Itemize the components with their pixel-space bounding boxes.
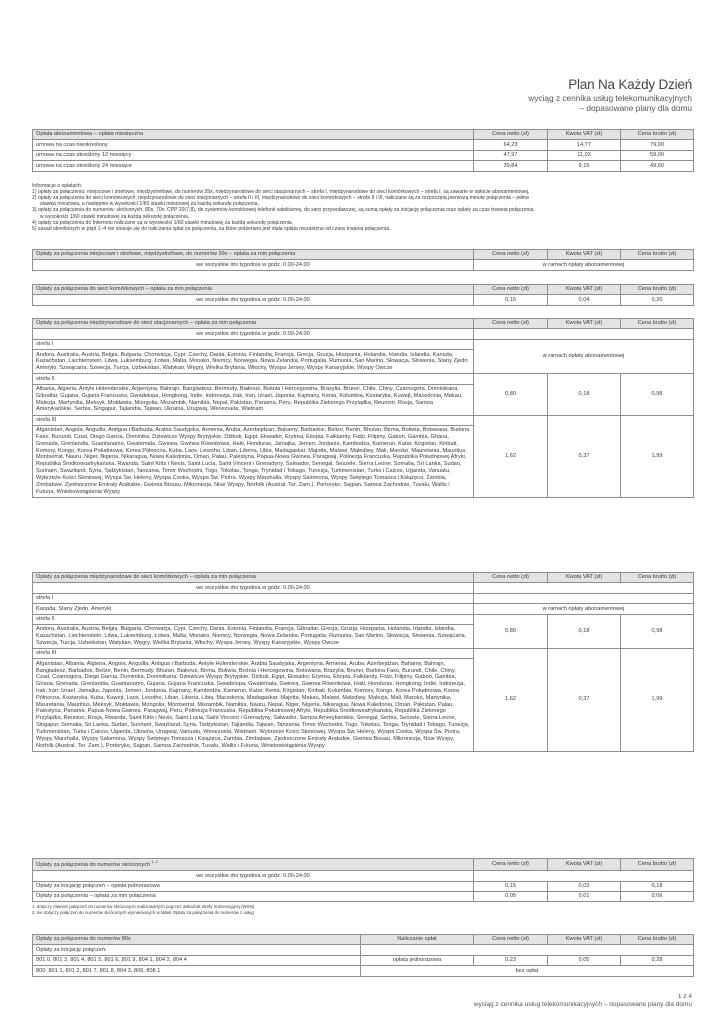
table-row [33,161,694,171]
table-row [33,329,694,339]
row-label: Opłaty za połączenia – opłata za min połączenia [33,892,474,902]
price-vat: 0,18 [548,614,621,648]
table-row [33,140,694,150]
page-number: 1 z 4 [677,993,692,1000]
col-net: Cena netto (zł) [474,285,548,295]
price-gross: 0,98 [621,614,694,648]
col-gross: Cena brutto (zł) [621,250,694,260]
footnote: 1. dotyczy również połączeń do numerów skróconych realizowanych poprzez wskaźnik strefy numeracyjnej (WSN) [32,904,255,910]
price-vat: 0,37 [548,415,621,497]
zone-label: strefa I [33,339,474,349]
page-subtitle-2: – dopasowane plany dla domu [579,103,692,114]
zone-label-row [33,374,694,384]
zone-label-row [33,593,694,603]
zone-countries: Afganistan, Angola, Anguilla, Antigua i Barbuda, Arabia Saudyjska, Armenia, Aruba, Azerbejdżan, Bahamy, Barbados, Belize, Benin, Bhutan, Birma, Boliwia, Botswana, Burkina Faso, Burundi, Czad, Diego Garcia, Dominika, Dziewicze Wyspy Brytyjskie, Dżibuti, Egipt, Ekwador, Erytrea, Etiopia, Falklandy, Fidżi, Filipiny, Gabon, Gambia, Ghana, Grenada, Grenlandia, Guantanamo, Gwatemala, Gwinea, Gwinea Równikowa, Haiti, Honduras, Jamajka, Jemen, Jordania, Kambodża, Kamerun, Katar, Kirgistan, Kiribati, Komory, Kongo, Korea Południowa, Korea Północna, Kuba, Laos, Lesotho, Liban, Liberia, Libia, Madagaskar, Majotta, Malawi, Malediwy, Mali, Maroko, Mauretania, Mauritius, Montserrat, Nauru, Niger, Nigeria, Nikaragua, Nowa Kaledonia, Oman, Palau, Palestyna, Papua-Nowa Gwinea, Paragwaj, Polinezja Francuska, Republika Południowej Afryki, Republika Środkowoafrykańska, Rwanda, Saint Kitts i Nevis, Saint Lucia, Saint Vincent i Grenadyny, Salwador, Senegal, Seszele, Sierra Leone, Somalia, Sri Lanka, Sudan, Surinam, Swaziland, Syria, Tadżykistan, Tanzania, Timor Wschodni, Togo, Tokelau, Tonga, Trynidad i Tobago, Tunezja, Turkmenistan, Turks i Caicos, Uganda, Vanuatu, Wybrzeże Kości Słoniowej, Wyspa Św. Heleny, Wyspa Cooka, Wyspa Św. Piotra, Wyspy Marshalla, Wyspy Salomona, Wyspy Świętego Tomasza i Książęca, Zambia, Zimbabwe, Zjednoczone Emiraty Arabskie, Gwinea Bissau, Mikronezja, Niue Wyspy, Norfolk (Austral. Ter. Zam.), Portoryko, Sajpan, Samoa Zachodnie, Tuvalu, Wallis i Futuna, Wniebowstąpienia Wyspy [33,425,474,497]
page-subtitle-1: wyciąg z cennika usług telekomunikacyjnych [528,92,692,103]
zone-label-row [33,649,694,659]
zone-label: strefa I [33,593,474,603]
included-in-subscription: w ramach opłaty abonamentowej [474,604,694,614]
col-gross: Cena brutto (zł) [621,130,694,140]
note-item: 3) opłaty za połączenia do numerów: skróconych, 80x, 70x, CPP 20(7,8), do systemów komórkowej telefonii satelitarnej, do sieci przywoławczej, są sumą opłaty za inicjację połączenia oraz opłaty za czas trwania połączenia, [32,207,535,214]
price-net: 0,80 [474,374,548,415]
price-gross: 0,28 [621,955,694,965]
zone-label: strefa II [33,374,474,384]
row-label: Opłaty za inicjację połączeń – opłata jednorazowa [33,881,474,891]
note-item-continued: stawka minutowa, a następnie w wysokości 1/60 stawki minutowej za każdą sekundę połączenia, [40,201,259,208]
footnote: 2. nie dotyczy połączeń do numerów skróconych wymienionych w tabeli Opłaty za połączenia do numerów z usług [32,909,254,915]
period-label: we wszystkie dni tygodnia w godz. 0.00-24.00 [33,329,474,339]
price-gross: 0,06 [621,892,694,902]
subscription-fee-section [32,129,693,172]
page-header [528,78,692,114]
table-row [33,260,694,270]
table-row [33,881,694,891]
local-calls-table [32,249,694,271]
zone-label-row [33,339,694,349]
row-label: umowa na czas określony 12 miesięcy [33,150,474,160]
price-gross: 0,98 [621,374,694,415]
footer-text: wyciąg z cennika usług telekomunikacyjnych – dopasowane plany dla domu [473,1001,692,1009]
row-label: umowa na czas określony 24 miesiące [33,161,474,171]
table-header-row [33,319,694,329]
short-numbers-section [32,858,693,915]
subscription-fee-table [32,129,694,172]
included-in-subscription: w ramach opłaty abonamentowej [474,339,694,373]
empty-cell [361,945,694,955]
col-vat: Kwota VAT (zł) [548,935,621,945]
table-row [33,150,694,160]
price-net: 47,97 [474,150,548,160]
note-item: 1) opłaty za połączenia: miejscowe i strefowe, międzystrefowe, do numerów 39x, międzynarodowe do sieci stacjonarnych – strefa I, międzynarodowe do sieci komórkowych – strefa I, są zawarte w opłacie abonamentowej, [32,189,530,196]
fee-information-notes [32,183,693,232]
price-net: 1,62 [474,415,548,497]
footnote-marker: 1, 2 [150,859,158,865]
table-header-row [33,573,694,583]
note-item-continued: w wysokości 1/60 stawki minutowej za każdą sekundę połączenia, [40,213,190,220]
table-title: Opłaty za połączenia międzynarodowe do sieci komórkowych – opłata za min połączenia [33,573,474,583]
price-vat: 0,37 [548,649,621,752]
international-mobile-section [32,572,693,752]
zone-label: strefa II [33,614,474,624]
col-net: Cena netto (zł) [474,935,548,945]
zone-countries-row [33,604,694,614]
price-vat: 0,01 [548,892,621,902]
number-prefixes: 800, 801 1, 801 2, 801 7, 801 8, 804 3, 806, 808 1 [33,966,361,976]
table-title-text: Opłaty za połączenia do numerów skróconych [36,862,151,869]
table-header-row [33,130,694,140]
table-row [33,945,694,955]
price-net: 0,16 [474,295,548,305]
zone-label-row [33,614,694,624]
zone-label: strefa III [33,649,474,659]
col-vat: Kwota VAT (zł) [548,285,621,295]
col-vat: Kwota VAT (zł) [548,319,621,329]
col-net: Cena netto (zł) [474,319,548,329]
notes-title: Informacje o opłatach: [32,183,83,189]
price-vat: 11,03 [548,150,621,160]
price-vat: 9,16 [548,161,621,171]
col-net: Cena netto (zł) [474,859,548,871]
table-row [33,892,694,902]
price-gross: 59,00 [621,150,694,160]
col-net: Cena netto (zł) [474,130,548,140]
number-prefixes: 801 0, 801 3, 801 4, 801 5, 801 6, 801 9, 804 1, 804 2, 804 4 [33,955,361,965]
price-vat: 14,77 [548,140,621,150]
col-charge-type: Naliczanie opłat [361,935,474,945]
note-item: 2) opłaty za połączenia do sieci komórkowych, międzynarodowe do sieci stacjonarnych – strefa II i III, międzynarodowe do sieci komórkowych – strefa II i III, naliczane są za rozpoczętą pierwszą minutę połączenia – pełna [32,195,529,202]
empty-cell [474,583,694,593]
table-title: Opłaty za połączenia do numerów 80x [33,935,361,945]
mobile-calls-section [32,284,693,306]
table-header-row [33,859,694,871]
note-item: 4) opłaty za połączenia do Internetu naliczane są w wysokości 1/60 stawki minutowej za każdą sekundę połączenia, [32,219,294,226]
empty-cell [474,871,694,881]
international-landline-section [32,318,693,498]
col-vat: Kwota VAT (zł) [548,573,621,583]
zone-countries: Andora, Australia, Austria, Belgia, Bułgaria, Chorwacja, Cypr, Czechy, Dania, Estonia, Finlandia, Francja, Gibraltar, Grecja, Gruzja, Hiszpania, Holandia, Irlandia, Islandia, Kazachstan, Liechtenstein, Litwa, Luksemburg, Łotwa, Malta, Monako, Niemcy, Norwegia, Nowa Zelandia, Portugalia, Rumunia, San Marino, Słowacja, Słowenia, Szwajcaria, Szwecja, Turcja, Uzbekistan, Watykan, Węgry, Wielka Brytania, Włochy, Wyspa Jersey, Wyspy Kanaryjskie, Wyspy Owcze [33,625,474,649]
international-landline-table [32,318,694,498]
table-header-row [33,285,694,295]
zone-label-row [33,415,694,425]
charge-type: opłata jednorazowa [361,955,474,965]
short-numbers-table [32,858,694,902]
price-net: 1,62 [474,649,548,752]
price-net: 39,84 [474,161,548,171]
price-vat: 0,18 [548,374,621,415]
mobile-calls-table [32,284,694,306]
empty-cell [474,593,694,603]
table-row [33,955,694,965]
col-net: Cena netto (zł) [474,573,548,583]
col-gross: Cena brutto (zł) [621,859,694,871]
price-net: 0,23 [474,955,548,965]
col-vat: Kwota VAT (zł) [548,859,621,871]
period-label: we wszystkie dni tygodnia w godz. 0.00-24.00 [33,583,474,593]
table-title: Opłaty za połączenia do sieci komórkowych – opłata za min połączenia [33,285,474,295]
80x-numbers-table [32,934,694,977]
period-label: we wszystkie dni tygodnia w godz. 0.00-24.00 [33,871,474,881]
zone-countries: Kanada, Stany Zjedn. Ameryki [33,604,474,614]
price-gross: 0,20 [621,295,694,305]
zone-label: strefa III [33,415,474,425]
price-gross: 79,00 [621,140,694,150]
table-title: Opłata abonamentowa – opłata miesięczna [33,130,474,140]
table-row [33,966,694,976]
table-row [33,871,694,881]
note-item: 5) zasad określonych w pkpt 1–4 nie stosuje się do naliczania opłat za połączenia, za które pobierana jest stała opłata niezależna od czasu trwania połączenia. [32,225,391,232]
col-gross: Cena brutto (zł) [621,573,694,583]
empty-cell [474,329,694,339]
table-row [33,583,694,593]
period-label: we wszystkie dni tygodnia w godz. 0.00-24.00 [33,260,474,270]
80x-numbers-section [32,934,693,977]
price-gross: 0,18 [621,881,694,891]
table-header-row [33,935,694,945]
price-vat: 0,05 [548,955,621,965]
col-gross: Cena brutto (zł) [621,319,694,329]
included-in-subscription: w ramach opłaty abonamentowej [474,260,694,270]
table-title: Opłaty za połączenia międzynarodowe do sieci stacjonarnych – opłata za min połączenia [33,319,474,329]
col-net: Cena netto (zł) [474,250,548,260]
page-title: Plan Na Każdy Dzień [568,77,692,92]
international-mobile-table [32,572,694,752]
table-header-row [33,250,694,260]
zone-countries: Andora, Australia, Austria, Belgia, Bułgaria, Chorwacja, Cypr, Czechy, Dania, Estonia, Finlandia, Francja, Grecja, Gruzja, Hiszpania, Holandia, Irlandia, Islandia, Kanada, Kazachstan, Liechtenstein, Litwa, Luksemburg, Łotwa, Malta, Monako, Niemcy, Norwegia, Nowa Zelandia, Portugalia, Rumunia, San Marino, Słowacja, Słowenia, Stany Zjedn. Ameryki, Szwajcaria, Szwecja, Turcja, Uzbekistan, Watykan, Węgry, Wielka Brytania, Włochy, Wyspa Jersey, Wyspy Kanaryjskie, Wyspy Owcze [33,350,474,374]
col-vat: Kwota VAT (zł) [548,250,621,260]
col-gross: Cena brutto (zł) [621,935,694,945]
price-net: 64,23 [474,140,548,150]
col-vat: Kwota VAT (zł) [548,130,621,140]
free-of-charge: bez opłat [361,966,694,976]
price-gross: 1,99 [621,415,694,497]
row-label: Opłaty za inicjację połączeń: [33,945,361,955]
price-vat: 0,04 [548,295,621,305]
price-vat: 0,03 [548,881,621,891]
table-row [33,295,694,305]
price-gross: 49,00 [621,161,694,171]
local-calls-section [32,249,693,271]
zone-countries: Albania, Algieria, Antyle Holenderskie, Argentyna, Bahrajn, Bangladesz, Bermudy, Białoruś, Bośnia i Hercegowina, Brazylia, Brunei, Chile, Chiny, Czarnogóra, Dominikana, Gibraltar, Gujana, Gujana Francuska, Gwadelupa, Hongkong, Indie, Indonezja, Irak, Iran, Izrael, Japonia, Kajmany, Kenia, Kolumbia, Kostaryka, Kuwejt, Macedonia, Makau, Malezja, Martynika, Meksyk, Mołdawia, Mongolia, Mozambik, Namibia, Nepal, Pakistan, Panama, Peru, Republika Zielonego Przylądka, Reunion, Rosja, Samoa Amerykańskie, Serbia, Singapur, Tajlandia, Tajwan, Ukraina, Urugwaj, Wenezuela, Wietnam [33,384,474,415]
table-title [33,859,474,871]
price-net: 0,80 [474,614,548,648]
row-label: umowa na czas nieokreślony [33,140,474,150]
period-label: we wszystkie dni tygodnia w godz. 0.00-24.00 [33,295,474,305]
page-footer [474,993,692,1010]
col-gross: Cena brutto (zł) [621,285,694,295]
price-net: 0,05 [474,892,548,902]
price-net: 0,15 [474,881,548,891]
zone-countries: Afganistan, Albania, Algieria, Angola, Anguilla, Antigua i Barbuda, Antyle Holenderskie, Arabia Saudyjska, Argentyna, Armenia, Aruba, Azerbejdżan, Bahamy, Bahrajn, Bangladesz, Barbados, Belize, Benin, Bermudy, Bhutan, Białoruś, Birma, Boliwia, Bośnia i Hercegowina, Botswana, Brazylia, Brunei, Burkina Faso, Burundi, Chile, Chiny, Czad, Czarnogóra, Diego Garcia, Dominika, Dominikana, Dziewicze Wyspy Brytyjskie, Dżibuti, Egipt, Ekwador, Erytrea, Etiopia, Falklandy, Fidżi, Filipiny, Gabon, Gambia, Ghana, Grenada, Grenlandia, Guantanamo, Gujana, Gujana Francuska, Gwadelupa, Gwatemala, Gwinea, Gwinea Równikowa, Haiti, Honduras, Hongkong, Indie, Indonezja, Irak, Iran, Izrael, Jamajka, Japonia, Jemen, Jordania, Kajmany, Kambodża, Kamerun, Katar, Kenia, Kirgistan, Kiribati, Kolumbia, Komory, Kongo, Korea Południowa, Korea Północna, Kostaryka, Kuba, Kuwejt, Laos, Lesotho, Liban, Liberia, Libia, Macedonia, Madagaskar, Majotta, Makau, Malawi, Malediwy, Malezja, Mali, Maroko, Martynika, Mauretania, Mauritius, Meksyk, Mołdawia, Mongolia, Montserrat, Mozambik, Namibia, Nauru, Nepal, Niger, Nigeria, Nikaragua, Nowa Kaledonia, Oman, Pakistan, Palau, Palestyna, Panama, Papua-Nowa Gwinea, Paragwaj, Peru, Polinezja Francuska, Republika Południowej Afryki, Republika Środkowoafrykańska, Republika Zielonego Przylądka, Reunion, Rosja, Rwanda, Saint Kitts i Nevis, Saint Lucia, Saint Vincent i Grenadyny, Salwador, Samoa Amerykańskie, Senegal, Serbia, Seszele, Sierra Leone, Singapur, Somalia, Sri Lanka, Sudan, Surinam, Swaziland, Syria, Tadżykistan, Tajlandia, Tajwan, Tanzania, Timor Wschodni, Togo, Tokelau, Tonga, Trynidad i Tobago, Tunezja, Turkmenistan, Turks i Caicos, Uganda, Ukraina, Urugwaj, Vanuatu, Wenezuela, Wietnam, Wybrzeże Kości Słoniowej, Wyspa Św. Heleny, Wyspa Cooka, Wyspa Św. Piotra, Wyspy Marshalla, Wyspy Salomona, Wyspy Świętego Tomasza i Książęca, Zambia, Zimbabwe, Zjednoczone Emiraty Arabskie, Gwinea Bissau, Mikronezja, Niue Wyspy, Norfolk (Austral. Ter. Zam.), Portoryko, Sajpan, Samoa Zachodnie, Tuvalu, Wallis i Futuna, Wniebowstąpienia Wyspy [33,659,474,751]
table-title: Opłaty za połączenia miejscowe i strefowe, międzystrefowe, do numerów 39x – opłata za min połączenia [33,250,474,260]
price-gross: 1,99 [621,649,694,752]
